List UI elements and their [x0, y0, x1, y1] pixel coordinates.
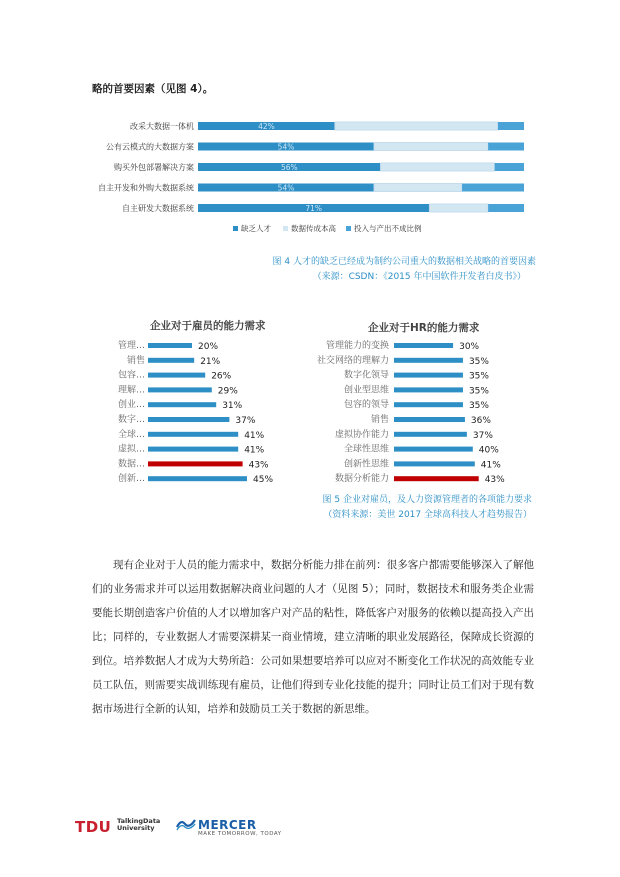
- fig5-right-category-label: 管理能力的变换: [325, 341, 389, 351]
- fig5-right-bar: [394, 402, 463, 407]
- fig5-right-value-label: 35%: [468, 386, 489, 397]
- fig4-legend-label: 投入与产出不成比例: [354, 224, 422, 233]
- fig5-left-value-label: 20%: [198, 342, 219, 352]
- fig5-left-bar: [148, 358, 194, 363]
- fig5-right-value-label: 35%: [468, 371, 489, 382]
- fig5-right-bar: [394, 387, 463, 392]
- fig4-category-label: 自主研发大数据系统: [122, 204, 194, 213]
- fig4-category-label: 自主开发和外购大数据系统: [98, 183, 194, 193]
- fig5-right-bar: [394, 461, 475, 466]
- fig4-legend-label: 缺乏人才: [241, 224, 271, 233]
- fig4-bar-segment: [488, 143, 524, 151]
- fig4-data-label: 54%: [277, 183, 295, 193]
- fig5-right-bar: [394, 447, 473, 452]
- fig4-bar-segment: [429, 204, 488, 212]
- fig4-bar-segment: [374, 184, 462, 192]
- fig5-left-bar: [148, 387, 212, 392]
- fig4-bar-segment: [381, 163, 495, 171]
- fig5-left-value-label: 45%: [253, 475, 274, 486]
- fig5-left-category-label: 数字…: [117, 415, 145, 425]
- fig4-caption-line1: 图 4 人才的缺乏已经成为制约公司重大的数据相关战略的首要因素: [272, 257, 536, 267]
- intro-text: 略的首要因素（见图 4）。: [92, 83, 214, 95]
- fig5-left-bar: [148, 417, 229, 422]
- fig5-right-value-label: 30%: [459, 342, 480, 352]
- fig5-left-category-label: 虚拟…: [117, 444, 145, 455]
- fig5-right-value-label: 43%: [484, 475, 505, 486]
- talkingdata-line1: TalkingData: [117, 817, 161, 825]
- fig4-bar-segment: [498, 122, 524, 130]
- mercer-tagline: MAKE TOMORROW, TODAY: [198, 831, 282, 837]
- fig4-bar-segment: [488, 204, 524, 212]
- fig5-left-bar: [148, 343, 192, 348]
- fig5-left-category-label: 数据…: [117, 459, 145, 470]
- fig5-right-category-label: 虚拟协作能力: [334, 429, 389, 440]
- fig5-caption-line2: （资料来源：美世 2017 全球高科技人才趋势报告）: [323, 510, 532, 520]
- fig5-right-category-label: 全球性思维: [343, 444, 389, 455]
- fig5-caption-line1: 图 5 企业对雇员，及人力资源管理者的各项能力要求: [322, 495, 532, 505]
- fig4-data-label: 71%: [305, 204, 323, 213]
- fig4-category-label: 改采大数据一体机: [130, 122, 194, 131]
- fig5-right-category-label: 销售: [370, 415, 389, 425]
- fig5-left-category-label: 包容…: [117, 370, 145, 381]
- fig5-right-category-label: 数据分析能力: [334, 474, 389, 485]
- fig5-right-category-label: 创业型思维: [343, 385, 389, 396]
- fig4-legend-swatch: [283, 226, 288, 231]
- fig5-left-bar: [148, 373, 205, 378]
- fig5-left-bar: [148, 402, 216, 407]
- fig5-right-category-label: 创新性思维: [343, 459, 389, 470]
- fig5-left-category-label: 创新…: [117, 474, 145, 485]
- fig4-legend-swatch: [346, 226, 351, 231]
- fig4-category-label: 公有云模式的大数据方案: [106, 142, 194, 152]
- fig5-right-value-label: 37%: [472, 430, 493, 441]
- fig4-bar-segment: [374, 143, 488, 151]
- fig5-left-bar: [148, 432, 238, 437]
- fig5-right-category-label: 数字化领导: [343, 370, 389, 381]
- fig5-right-bar: [394, 373, 463, 378]
- fig5-right-value-label: 36%: [470, 416, 491, 426]
- fig5-left-value-label: 26%: [211, 371, 232, 382]
- body-paragraph-text: 现有企业对于人员的能力需求中，数据分析能力排在前列：很多客户都需要能够深入了解他们的业务需求并可以运用数据解决商业问题的人才（见图 5）；同时，数据技术和服务类企业需要能长期创造客户价值的人才以增加客户对产品的粘性，降低客户对服务的依赖以提高投入产出比；同样的，专业数据人才需要深耕某一商业情境，建立清晰的职业发展路径，保障成长资源的到位。培养数据人才成为大势所趋：公司如果想要培养可以应对不断变化工作状况的高效能专业员工队伍，则需要实战训练现有雇员，让他们得到专业化技能的提升；同时让员工们对于现有数据市场进行全新的认知，培养和鼓励员工关于数据的新思维。: [92, 559, 534, 715]
- fig4-stacked-chart: [90, 112, 540, 242]
- fig5-left-category-label: 管理…: [117, 341, 145, 351]
- talkingdata-line2: University: [117, 824, 155, 832]
- fig5-left-value-label: 41%: [244, 445, 265, 456]
- talkingdata-logo-text: [117, 818, 160, 832]
- mercer-logo: MERCER: [198, 818, 257, 832]
- fig5-left-bar: [148, 476, 247, 481]
- fig4-category-label: 购买外包部署解决方案: [114, 163, 194, 172]
- fig4-data-label: 54%: [277, 142, 295, 152]
- fig5-right-value-label: 41%: [480, 460, 501, 471]
- fig5-right-bar: [394, 343, 453, 348]
- fig4-caption-line2: （来源：CSDN：《2015 年中国软件开发者白皮书》）: [312, 272, 526, 282]
- fig5-left-category-label: 创业…: [117, 400, 145, 411]
- fig4-bar-segment: [462, 184, 524, 192]
- fig5-right-value-label: 40%: [478, 445, 499, 456]
- fig5-right-value-label: 35%: [468, 401, 489, 412]
- body-paragraph: [92, 553, 534, 721]
- fig5-right-bar: [394, 476, 479, 481]
- fig5-left-bar: [148, 461, 243, 466]
- fig5-left-value-label: 37%: [235, 416, 256, 426]
- fig4-bar-segment: [495, 163, 524, 171]
- fig5-left-value-label: 43%: [248, 460, 269, 471]
- fig5-left-value-label: 29%: [217, 386, 238, 397]
- fig5-left-value-label: 21%: [200, 356, 221, 367]
- fig5-right-bar: [394, 358, 463, 363]
- fig5-left-title: 企业对于雇员的能力需求: [150, 320, 266, 332]
- fig5-left-category-label: 销售: [126, 355, 145, 366]
- fig5-right-bar: [394, 432, 467, 437]
- fig5-right-category-label: 包容的领导: [343, 400, 389, 411]
- fig5-left-category-label: 全球…: [117, 429, 145, 440]
- fig5-left-category-label: 理解…: [117, 385, 145, 396]
- fig5-right-category-label: 社交网络的理解力: [316, 355, 389, 366]
- fig5-right-title: 企业对于HR的能力需求: [368, 322, 480, 334]
- mercer-wave-icon: [176, 817, 196, 831]
- fig4-data-label: 56%: [280, 163, 298, 172]
- fig4-bar-segment: [335, 122, 498, 130]
- fig5-left-value-label: 41%: [244, 430, 265, 441]
- fig4-legend-label: 数据传成本高: [291, 224, 336, 233]
- fig5-left-value-label: 31%: [222, 401, 243, 412]
- fig5-right-value-label: 35%: [468, 356, 489, 367]
- fig4-legend-swatch: [233, 226, 238, 231]
- tdu-logo: TDU: [75, 818, 112, 836]
- fig5-left-chart: [90, 336, 310, 486]
- fig5-right-bar: [394, 417, 465, 422]
- fig4-data-label: 42%: [258, 122, 275, 131]
- fig5-left-bar: [148, 447, 238, 452]
- fig5-right-chart: [300, 336, 530, 486]
